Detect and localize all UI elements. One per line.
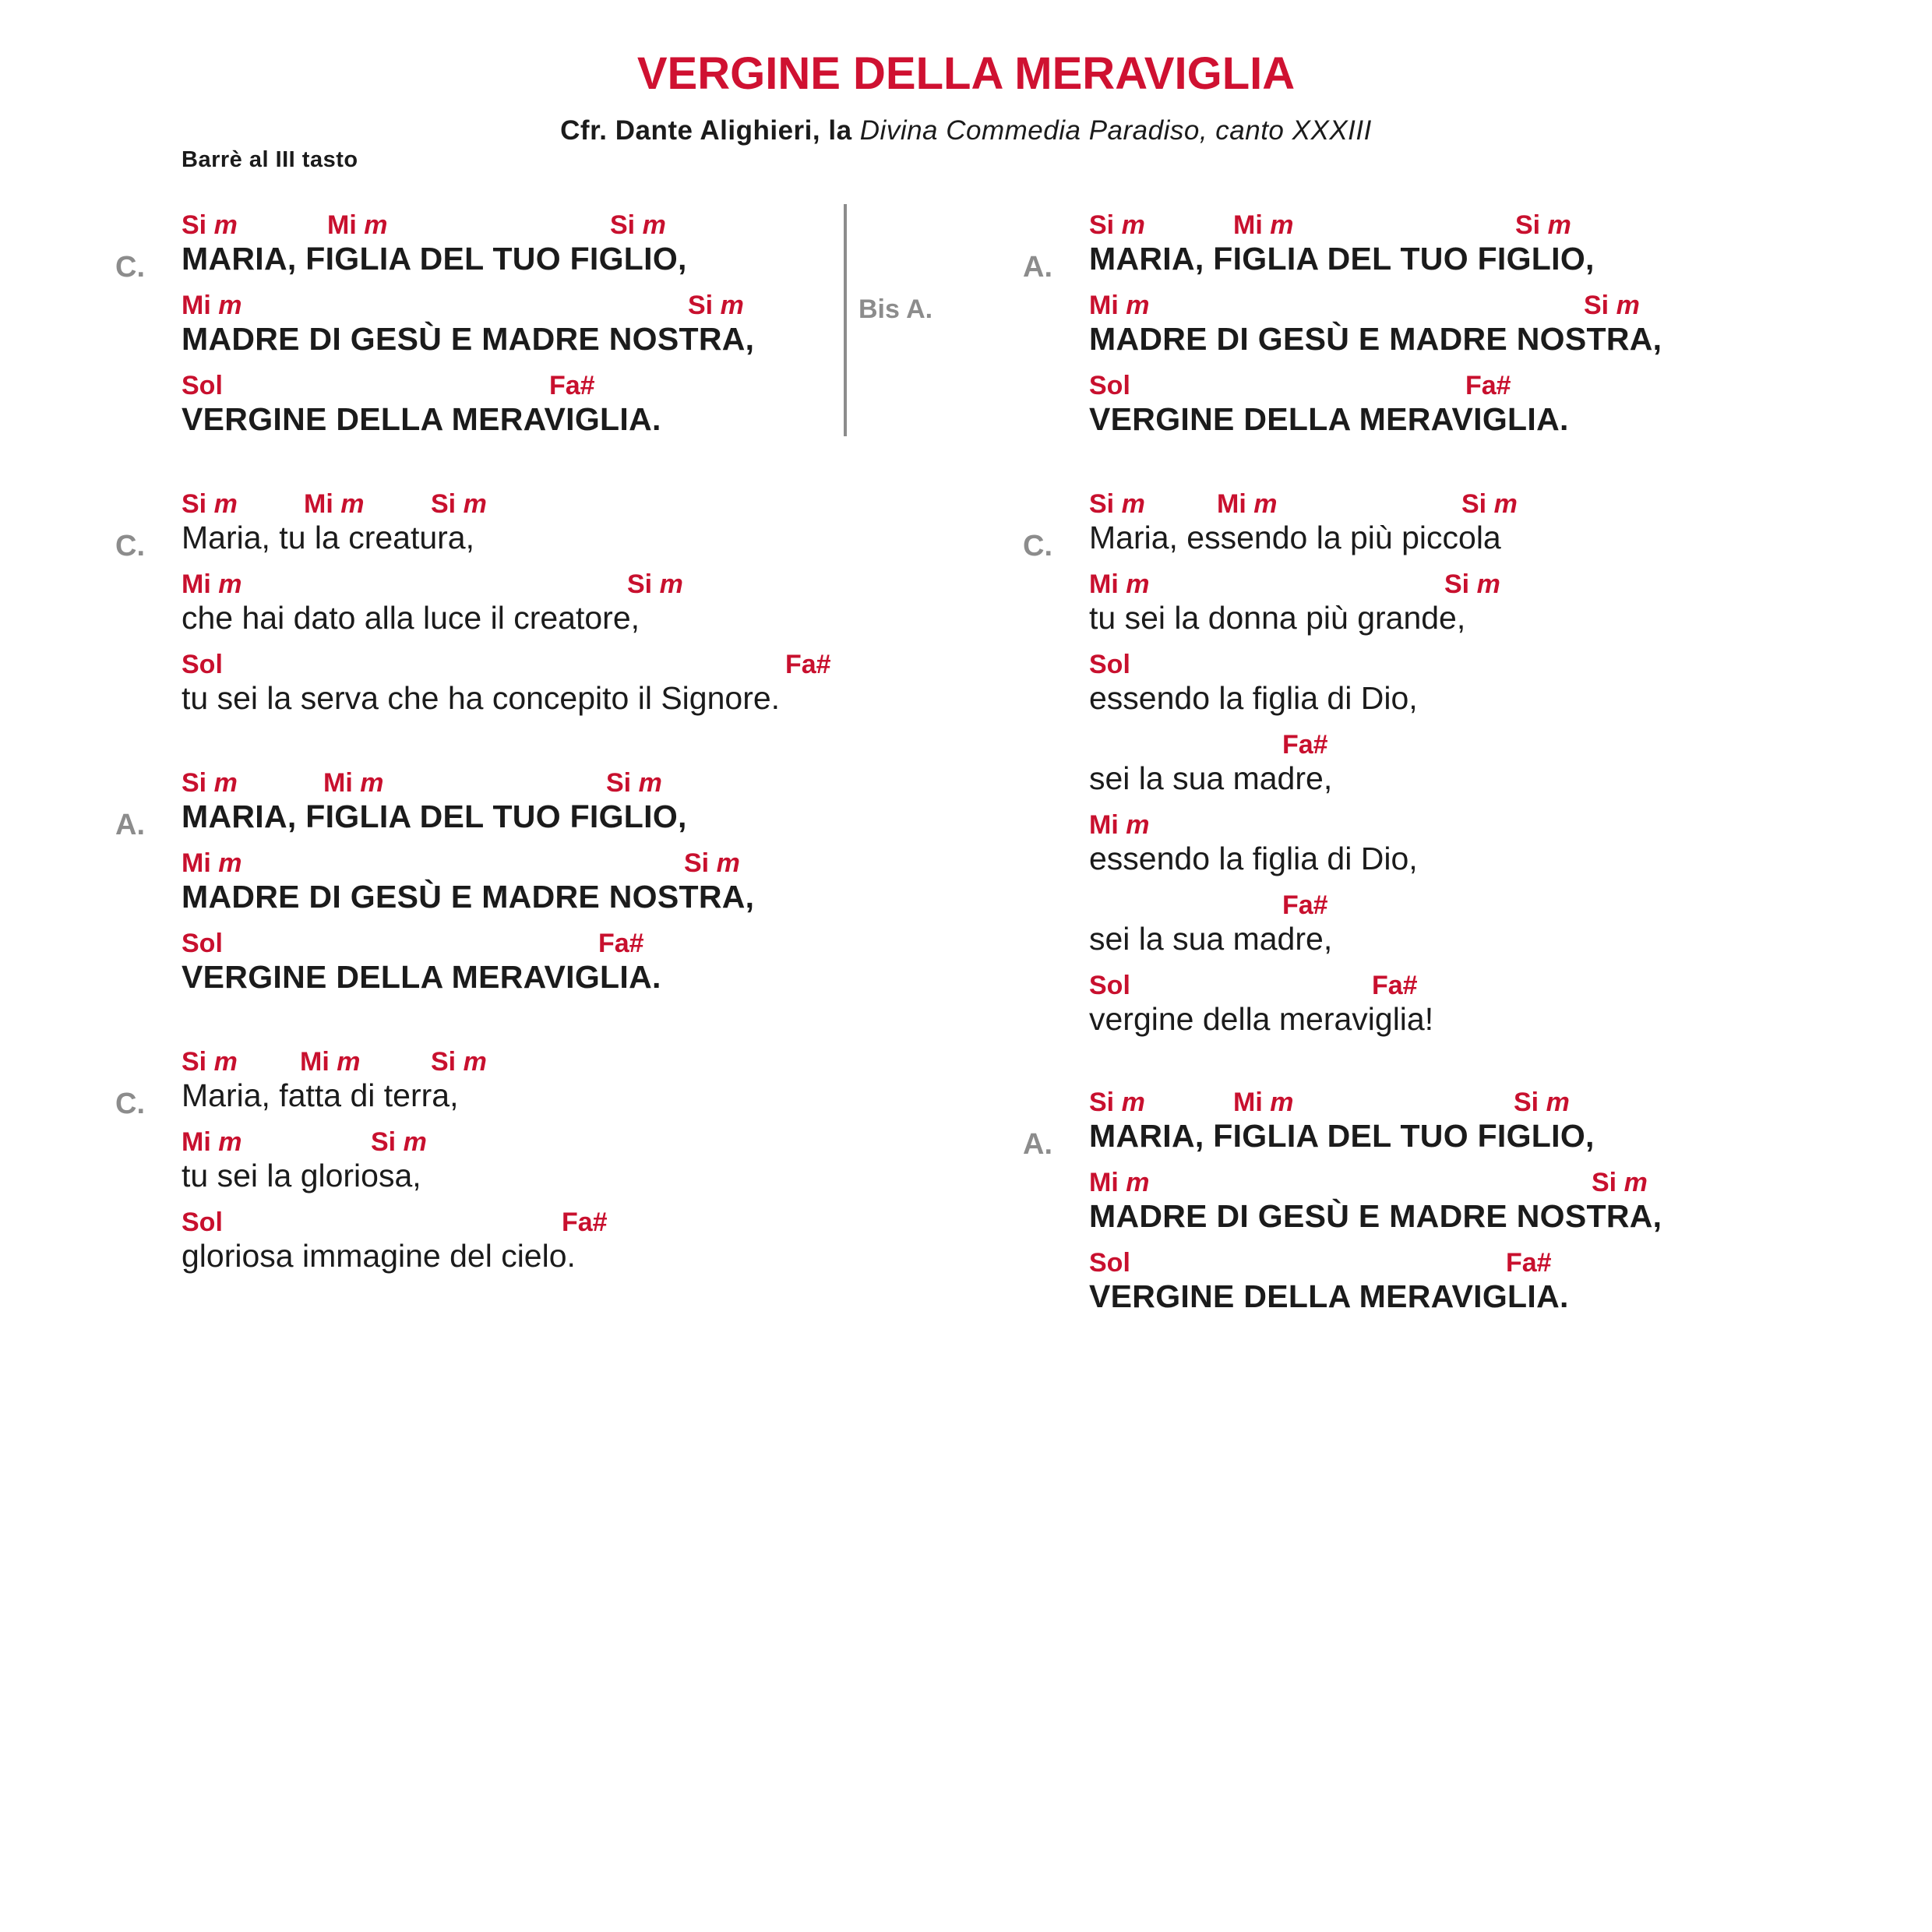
chord-row bbox=[1089, 1165, 1662, 1200]
stanza bbox=[1023, 1084, 1662, 1325]
verse-line bbox=[1089, 1084, 1662, 1165]
lyric-line: essendo la figlia di Dio, bbox=[1089, 680, 1418, 716]
chord bbox=[684, 850, 740, 876]
chord-quality: m bbox=[213, 210, 238, 240]
chord bbox=[182, 1129, 242, 1155]
lyric-line: sei la sua madre, bbox=[1089, 760, 1333, 796]
chord bbox=[1089, 372, 1130, 399]
song-subtitle bbox=[0, 117, 1932, 144]
verse-line bbox=[1089, 647, 1501, 727]
chord-root: Si bbox=[1515, 210, 1541, 240]
verse-line bbox=[182, 845, 754, 925]
stanza bbox=[1023, 207, 1662, 448]
chord bbox=[1444, 571, 1500, 598]
chord-root: Si bbox=[182, 489, 207, 519]
verse-line bbox=[182, 925, 754, 1006]
chord-root: Mi bbox=[1089, 291, 1119, 320]
chord-root: Sol bbox=[1089, 650, 1130, 679]
verse-line bbox=[1089, 727, 1501, 807]
chord-root: Si bbox=[1592, 1168, 1617, 1197]
voice-label: A. bbox=[1023, 1128, 1052, 1161]
verse-line bbox=[182, 207, 754, 287]
chord-row bbox=[1089, 807, 1501, 842]
chord bbox=[1465, 372, 1511, 399]
chord-root: Mi bbox=[182, 848, 211, 878]
chord bbox=[431, 491, 487, 517]
chord bbox=[182, 1049, 238, 1075]
barre-note: Barrè al III tasto bbox=[182, 147, 358, 172]
chord-row bbox=[1089, 647, 1501, 682]
chord-row bbox=[1089, 486, 1518, 521]
verse-line bbox=[182, 486, 780, 566]
chord-quality: m bbox=[1126, 569, 1150, 599]
chord bbox=[1089, 1089, 1145, 1116]
chord-root: Mi bbox=[1089, 569, 1119, 599]
subtitle-work: Divina Commedia Paradiso, canto XXXIII bbox=[859, 115, 1372, 146]
chord-root: Si bbox=[1089, 1088, 1115, 1117]
lyric-line: Maria, tu la creatura, bbox=[182, 520, 474, 555]
chord bbox=[431, 1049, 487, 1075]
chord bbox=[1089, 212, 1145, 238]
chord bbox=[182, 850, 242, 876]
chord-quality: m bbox=[1476, 569, 1500, 599]
verse-line bbox=[1089, 287, 1662, 368]
chord bbox=[1089, 1250, 1130, 1276]
verse-line bbox=[1089, 968, 1501, 1048]
chord-quality: m bbox=[218, 291, 242, 320]
chord-root: Si bbox=[610, 210, 636, 240]
chord-quality: m bbox=[213, 1047, 238, 1077]
chord-row bbox=[1089, 287, 1662, 323]
chord bbox=[182, 491, 238, 517]
stanza bbox=[115, 486, 831, 727]
chord bbox=[300, 1049, 360, 1075]
chord-root: Fa# bbox=[1282, 730, 1328, 760]
chord bbox=[627, 571, 683, 598]
chord-root: Fa# bbox=[562, 1208, 608, 1237]
chord-root: Sol bbox=[182, 371, 223, 400]
lyric-line: MARIA, FIGLIA DEL TUO FIGLIO, bbox=[182, 799, 687, 834]
chord-root: Fa# bbox=[1506, 1248, 1552, 1278]
chord-root: Si bbox=[371, 1127, 397, 1157]
chord-quality: m bbox=[1126, 810, 1150, 840]
lyric-line: sei la sua madre, bbox=[1089, 921, 1333, 957]
chord-quality: m bbox=[213, 489, 238, 519]
chord bbox=[182, 292, 242, 319]
verse-line bbox=[182, 566, 780, 647]
chord-row bbox=[1089, 727, 1501, 762]
chord bbox=[1514, 1089, 1570, 1116]
chord-root: Si bbox=[684, 848, 710, 878]
chord-row bbox=[182, 1204, 608, 1239]
chord-row bbox=[1089, 1245, 1662, 1280]
lyric-line: MADRE DI GESÙ E MADRE NOSTRA, bbox=[182, 321, 755, 357]
chord-root: Mi bbox=[182, 1127, 211, 1157]
chord-row bbox=[182, 925, 754, 961]
chord-quality: m bbox=[1126, 291, 1150, 320]
chord-root: Sol bbox=[182, 929, 223, 958]
chord bbox=[1089, 491, 1145, 517]
chord-root: Si bbox=[1089, 489, 1115, 519]
chord-root: Si bbox=[431, 489, 457, 519]
verse-line bbox=[1089, 207, 1662, 287]
voice-label: C. bbox=[115, 251, 145, 284]
chord-quality: m bbox=[360, 768, 384, 798]
lyric-line: MARIA, FIGLIA DEL TUO FIGLIO, bbox=[1089, 241, 1595, 277]
chord-root: Mi bbox=[327, 210, 357, 240]
chord-quality: m bbox=[337, 1047, 361, 1077]
chord-quality: m bbox=[1121, 1088, 1145, 1117]
lyric-line: Maria, essendo la più piccola bbox=[1089, 520, 1501, 555]
chord bbox=[1217, 491, 1277, 517]
lyric-line: MADRE DI GESÙ E MADRE NOSTRA, bbox=[182, 879, 755, 915]
song-title: VERGINE DELLA MERAVIGLIA bbox=[636, 48, 1296, 99]
voice-label: A. bbox=[115, 809, 145, 841]
verse-line bbox=[182, 368, 754, 448]
chord bbox=[327, 212, 387, 238]
chord-root: Mi bbox=[1233, 1088, 1263, 1117]
chord-quality: m bbox=[403, 1127, 427, 1157]
lyric-line: che hai dato alla luce il creatore, bbox=[182, 600, 640, 636]
chord bbox=[371, 1129, 427, 1155]
chord-root: Fa# bbox=[1282, 890, 1328, 920]
chord-root: Mi bbox=[182, 569, 211, 599]
chord-row bbox=[182, 368, 754, 403]
lyric-line: vergine della meraviglia! bbox=[1089, 1001, 1434, 1037]
chord bbox=[1282, 892, 1328, 918]
chord-quality: m bbox=[340, 489, 365, 519]
verse-line bbox=[1089, 1165, 1662, 1245]
lyric-line: gloriosa immagine del cielo. bbox=[182, 1238, 576, 1274]
lyric-line: essendo la figlia di Dio, bbox=[1089, 841, 1418, 876]
chord-quality: m bbox=[218, 569, 242, 599]
chord-root: Mi bbox=[1217, 489, 1246, 519]
chord-quality: m bbox=[1546, 1088, 1570, 1117]
verse-line bbox=[182, 647, 831, 727]
chord-quality: m bbox=[1121, 210, 1145, 240]
voice-label: C. bbox=[115, 1088, 145, 1120]
verse-line bbox=[1089, 807, 1501, 887]
subtitle-prefix: Cfr. Dante Alighieri, la bbox=[560, 115, 852, 146]
chord-root: Si bbox=[1461, 489, 1487, 519]
chord-row bbox=[182, 287, 754, 323]
chord-root: Mi bbox=[300, 1047, 330, 1077]
chord bbox=[182, 571, 242, 598]
chord-root: Si bbox=[606, 768, 632, 798]
chord bbox=[182, 212, 238, 238]
chord bbox=[606, 770, 662, 796]
verse-line bbox=[1089, 368, 1662, 448]
lyric-line: VERGINE DELLA MERAVIGLIA. bbox=[1089, 1278, 1569, 1314]
chord-quality: m bbox=[1547, 210, 1571, 240]
chord-row bbox=[182, 486, 780, 521]
chord-quality: m bbox=[1624, 1168, 1648, 1197]
chord-root: Si bbox=[182, 210, 207, 240]
verse-line bbox=[182, 765, 754, 845]
chord bbox=[182, 770, 238, 796]
lyric-line: VERGINE DELLA MERAVIGLIA. bbox=[182, 401, 661, 437]
chord-row bbox=[182, 647, 831, 682]
chord-row bbox=[182, 1124, 576, 1159]
chord bbox=[1089, 1169, 1149, 1196]
verse-line bbox=[1089, 1245, 1662, 1325]
chord-quality: m bbox=[218, 848, 242, 878]
chord-quality: m bbox=[1126, 1168, 1150, 1197]
lyric-line: tu sei la serva che ha concepito il Signore. bbox=[182, 680, 781, 716]
lyric-line: MADRE DI GESÙ E MADRE NOSTRA, bbox=[1089, 321, 1662, 357]
chord bbox=[562, 1209, 608, 1236]
chord bbox=[182, 651, 223, 678]
chord-quality: m bbox=[1270, 210, 1294, 240]
chord-root: Mi bbox=[1233, 210, 1263, 240]
chord-row bbox=[182, 1044, 576, 1079]
chord-root: Fa# bbox=[785, 650, 831, 679]
chord-root: Sol bbox=[1089, 1248, 1130, 1278]
chord bbox=[304, 491, 364, 517]
stanza bbox=[115, 765, 755, 1006]
chord-root: Sol bbox=[182, 1208, 223, 1237]
chord-row bbox=[1089, 887, 1501, 922]
chord-row bbox=[182, 765, 754, 800]
verse-line bbox=[182, 287, 754, 368]
chord bbox=[1089, 571, 1149, 598]
chord bbox=[1282, 732, 1328, 758]
chord bbox=[1592, 1169, 1648, 1196]
chord-row bbox=[1089, 1084, 1662, 1119]
chord-root: Si bbox=[1584, 291, 1609, 320]
chord-quality: m bbox=[659, 569, 683, 599]
chord bbox=[323, 770, 383, 796]
chord-row bbox=[182, 207, 754, 242]
chord-quality: m bbox=[642, 210, 666, 240]
chord-root: Si bbox=[1444, 569, 1470, 599]
lyric-line: VERGINE DELLA MERAVIGLIA. bbox=[182, 959, 661, 995]
chord-quality: m bbox=[1493, 489, 1518, 519]
chord-root: Si bbox=[1514, 1088, 1539, 1117]
lyric-line: MARIA, FIGLIA DEL TUO FIGLIO, bbox=[1089, 1118, 1595, 1154]
chord-root: Sol bbox=[1089, 971, 1130, 1000]
chord-root: Si bbox=[627, 569, 653, 599]
chord-quality: m bbox=[1616, 291, 1640, 320]
bis-bracket bbox=[844, 204, 847, 436]
chord-root: Mi bbox=[323, 768, 353, 798]
chord-root: Si bbox=[431, 1047, 457, 1077]
chord-root: Mi bbox=[304, 489, 333, 519]
chord-quality: m bbox=[720, 291, 744, 320]
chord-root: Si bbox=[182, 1047, 207, 1077]
lyric-line: MARIA, FIGLIA DEL TUO FIGLIO, bbox=[182, 241, 687, 277]
chord-row bbox=[1089, 207, 1662, 242]
lyric-line: tu sei la gloriosa, bbox=[182, 1158, 421, 1193]
chord-row bbox=[182, 566, 780, 601]
chord bbox=[182, 930, 223, 957]
chord-row bbox=[1089, 968, 1501, 1003]
chord-root: Sol bbox=[1089, 371, 1130, 400]
chord bbox=[1506, 1250, 1552, 1276]
chord-quality: m bbox=[213, 768, 238, 798]
stanza bbox=[1023, 486, 1518, 1048]
verse-line bbox=[182, 1204, 608, 1285]
chord-row bbox=[1089, 566, 1501, 601]
chord bbox=[785, 651, 831, 678]
chord-quality: m bbox=[638, 768, 662, 798]
chord bbox=[182, 372, 223, 399]
chord-row bbox=[1089, 368, 1662, 403]
chord-quality: m bbox=[463, 489, 487, 519]
chord-quality: m bbox=[1270, 1088, 1294, 1117]
chord-root: Mi bbox=[182, 291, 211, 320]
verse-line bbox=[1089, 486, 1518, 566]
chord-quality: m bbox=[716, 848, 740, 878]
verse-line bbox=[1089, 887, 1501, 968]
chord bbox=[1584, 292, 1640, 319]
chord-root: Mi bbox=[1089, 1168, 1119, 1197]
lyric-line: MADRE DI GESÙ E MADRE NOSTRA, bbox=[1089, 1198, 1662, 1234]
chord bbox=[1089, 292, 1149, 319]
chord-root: Si bbox=[1089, 210, 1115, 240]
lyric-line: VERGINE DELLA MERAVIGLIA. bbox=[1089, 401, 1569, 437]
chord-root: Fa# bbox=[598, 929, 644, 958]
chord-root: Si bbox=[182, 768, 207, 798]
verse-line bbox=[1089, 566, 1501, 647]
verse-line bbox=[182, 1044, 576, 1124]
chord-quality: m bbox=[364, 210, 388, 240]
lyric-line: Maria, fatta di terra, bbox=[182, 1077, 459, 1113]
stanza bbox=[115, 207, 755, 448]
chord bbox=[598, 930, 644, 957]
chord bbox=[182, 1209, 223, 1236]
chord bbox=[1461, 491, 1518, 517]
chord-root: Fa# bbox=[549, 371, 595, 400]
chord-root: Fa# bbox=[1372, 971, 1418, 1000]
chord bbox=[1233, 1089, 1293, 1116]
chord-quality: m bbox=[463, 1047, 487, 1077]
chord-root: Fa# bbox=[1465, 371, 1511, 400]
voice-label: C. bbox=[115, 530, 145, 562]
voice-label: A. bbox=[1023, 251, 1052, 284]
chord bbox=[610, 212, 666, 238]
verse-line bbox=[182, 1124, 576, 1204]
chord bbox=[1089, 972, 1130, 999]
bis-label: Bis A. bbox=[858, 294, 933, 324]
chord bbox=[688, 292, 744, 319]
chord-root: Mi bbox=[1089, 810, 1119, 840]
chord bbox=[1515, 212, 1571, 238]
voice-label: C. bbox=[1023, 530, 1052, 562]
stanza bbox=[115, 1044, 608, 1285]
chord-root: Sol bbox=[182, 650, 223, 679]
chord bbox=[549, 372, 595, 399]
chord bbox=[1089, 812, 1149, 838]
chord-root: Si bbox=[688, 291, 714, 320]
chord-quality: m bbox=[218, 1127, 242, 1157]
chord bbox=[1372, 972, 1418, 999]
chord bbox=[1233, 212, 1293, 238]
lyric-line: tu sei la donna più grande, bbox=[1089, 600, 1466, 636]
chord-row bbox=[182, 845, 754, 880]
chord-quality: m bbox=[1253, 489, 1278, 519]
chord bbox=[1089, 651, 1130, 678]
chord-quality: m bbox=[1121, 489, 1145, 519]
